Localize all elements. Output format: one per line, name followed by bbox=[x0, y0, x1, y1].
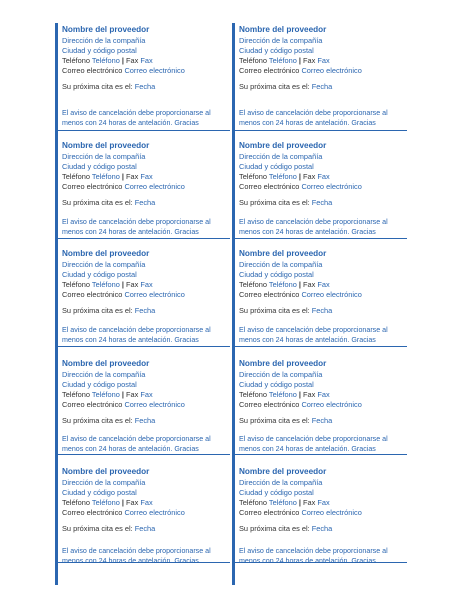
separator: | bbox=[121, 389, 124, 399]
appointment-label: Su próxima cita es el: bbox=[239, 198, 310, 208]
fax-label: Fax bbox=[303, 55, 316, 65]
email-value: Correo electrónico bbox=[301, 290, 362, 300]
phone-label: Teléfono bbox=[62, 497, 90, 507]
fax-label: Fax bbox=[126, 171, 139, 181]
appointment-label: Su próxima cita es el: bbox=[62, 306, 133, 316]
phone-value: Teléfono bbox=[91, 497, 120, 507]
cancellation-notice: El aviso de cancelación debe proporcionarse al menos con 24 horas de antelación. Gracias bbox=[62, 218, 211, 236]
cancellation-notice: El aviso de cancelación debe proporcionarse al menos con 24 horas de antelación. Gracias bbox=[239, 109, 388, 127]
separator: | bbox=[298, 55, 301, 65]
phone-value: Teléfono bbox=[268, 497, 297, 507]
company-address: Dirección de la compañía bbox=[62, 477, 146, 487]
email-line bbox=[239, 290, 405, 300]
phone-value: Teléfono bbox=[268, 389, 297, 399]
phone-fax-line bbox=[62, 280, 228, 290]
city-zip: Ciudad y código postal bbox=[239, 269, 314, 279]
fax-label: Fax bbox=[303, 497, 316, 507]
phone-label: Teléfono bbox=[239, 497, 267, 507]
city-zip: Ciudad y código postal bbox=[239, 487, 314, 497]
vendor-name: Nombre del proveedor bbox=[62, 359, 150, 368]
fax-label: Fax bbox=[126, 279, 139, 289]
email-line bbox=[62, 66, 228, 76]
fax-value: Fax bbox=[140, 55, 153, 65]
separator: | bbox=[121, 171, 124, 181]
phone-fax-line bbox=[62, 498, 228, 508]
appointment-line bbox=[239, 198, 405, 208]
email-label: Correo electrónico bbox=[62, 508, 123, 518]
phone-label: Teléfono bbox=[62, 279, 90, 289]
vendor-name: Nombre del proveedor bbox=[62, 141, 150, 150]
separator: | bbox=[121, 497, 124, 507]
separator: | bbox=[298, 171, 301, 181]
fax-value: Fax bbox=[317, 55, 330, 65]
email-line bbox=[62, 290, 228, 300]
cancellation-notice: El aviso de cancelación debe proporcionarse al menos con 24 horas de antelación. Gracias bbox=[62, 435, 211, 453]
email-label: Correo electrónico bbox=[62, 66, 123, 76]
appointment-line bbox=[239, 306, 405, 316]
email-label: Correo electrónico bbox=[239, 400, 300, 410]
cancellation-notice: El aviso de cancelación debe proporcionarse al menos con 24 horas de antelación. Gracias bbox=[239, 326, 388, 344]
card-accent-bar bbox=[55, 239, 58, 347]
appointment-line bbox=[239, 82, 405, 92]
fax-label: Fax bbox=[303, 389, 316, 399]
card-content bbox=[62, 359, 228, 426]
appointment-line bbox=[62, 524, 228, 534]
city-zip: Ciudad y código postal bbox=[62, 161, 137, 171]
phone-label: Teléfono bbox=[239, 389, 267, 399]
phone-fax-line bbox=[239, 172, 405, 182]
city-zip: Ciudad y código postal bbox=[239, 45, 314, 55]
cancellation-notice: El aviso de cancelación debe proporcionarse al menos con 24 horas de antelación. Gracias bbox=[62, 109, 211, 127]
phone-value: Teléfono bbox=[268, 171, 297, 181]
vendor-name: Nombre del proveedor bbox=[62, 25, 150, 34]
email-label: Correo electrónico bbox=[62, 182, 123, 192]
company-address: Dirección de la compañía bbox=[62, 151, 146, 161]
phone-value: Teléfono bbox=[91, 389, 120, 399]
card-content bbox=[62, 249, 228, 316]
email-line bbox=[239, 400, 405, 410]
card-accent-bar bbox=[55, 545, 58, 585]
separator: | bbox=[121, 279, 124, 289]
appointment-label: Su próxima cita es el: bbox=[239, 82, 310, 92]
appointment-label: Su próxima cita es el: bbox=[239, 524, 310, 534]
company-address: Dirección de la compañía bbox=[62, 259, 146, 269]
appointment-label: Su próxima cita es el: bbox=[239, 306, 310, 316]
phone-fax-line bbox=[62, 172, 228, 182]
phone-value: Teléfono bbox=[268, 55, 297, 65]
email-line bbox=[62, 400, 228, 410]
fax-label: Fax bbox=[126, 55, 139, 65]
fax-value: Fax bbox=[317, 171, 330, 181]
company-address: Dirección de la compañía bbox=[239, 259, 323, 269]
card-content bbox=[239, 249, 405, 316]
company-address: Dirección de la compañía bbox=[239, 369, 323, 379]
email-value: Correo electrónico bbox=[124, 182, 185, 192]
fax-value: Fax bbox=[140, 279, 153, 289]
email-value: Correo electrónico bbox=[124, 66, 185, 76]
appointment-date: Fecha bbox=[311, 416, 333, 426]
phone-label: Teléfono bbox=[62, 55, 90, 65]
city-zip: Ciudad y código postal bbox=[62, 269, 137, 279]
fax-label: Fax bbox=[126, 497, 139, 507]
appointment-line bbox=[62, 306, 228, 316]
appointment-date: Fecha bbox=[134, 198, 156, 208]
card-content bbox=[62, 141, 228, 208]
city-zip: Ciudad y código postal bbox=[239, 161, 314, 171]
fax-value: Fax bbox=[317, 389, 330, 399]
card-content bbox=[62, 467, 228, 534]
appointment-line bbox=[239, 524, 405, 534]
fax-value: Fax bbox=[140, 497, 153, 507]
phone-fax-line bbox=[62, 56, 228, 66]
email-label: Correo electrónico bbox=[239, 66, 300, 76]
card-accent-bar bbox=[232, 347, 235, 455]
email-value: Correo electrónico bbox=[124, 290, 185, 300]
separator: | bbox=[298, 279, 301, 289]
appointment-line bbox=[62, 198, 228, 208]
appointment-date: Fecha bbox=[134, 82, 156, 92]
phone-label: Teléfono bbox=[239, 279, 267, 289]
city-zip: Ciudad y código postal bbox=[239, 379, 314, 389]
fax-label: Fax bbox=[126, 389, 139, 399]
fax-value: Fax bbox=[317, 497, 330, 507]
appointment-label: Su próxima cita es el: bbox=[62, 524, 133, 534]
card-accent-bar bbox=[232, 131, 235, 239]
card-accent-bar bbox=[232, 23, 235, 131]
vendor-name: Nombre del proveedor bbox=[239, 249, 327, 258]
phone-fax-line bbox=[239, 56, 405, 66]
cancellation-notice: El aviso de cancelación debe proporcionarse al menos con 24 horas de antelación. Gracias bbox=[62, 547, 211, 565]
card-content bbox=[239, 467, 405, 534]
appointment-label: Su próxima cita es el: bbox=[62, 198, 133, 208]
phone-label: Teléfono bbox=[239, 55, 267, 65]
cancellation-notice: El aviso de cancelación debe proporcionarse al menos con 24 horas de antelación. Gracias bbox=[62, 326, 211, 344]
separator: | bbox=[298, 497, 301, 507]
email-value: Correo electrónico bbox=[301, 66, 362, 76]
phone-value: Teléfono bbox=[91, 55, 120, 65]
email-value: Correo electrónico bbox=[301, 400, 362, 410]
card-accent-bar bbox=[55, 131, 58, 239]
card-accent-bar bbox=[55, 23, 58, 131]
appointment-date: Fecha bbox=[311, 524, 333, 534]
phone-fax-line bbox=[62, 390, 228, 400]
appointment-line bbox=[62, 416, 228, 426]
city-zip: Ciudad y código postal bbox=[62, 45, 137, 55]
appointment-date: Fecha bbox=[134, 524, 156, 534]
phone-value: Teléfono bbox=[268, 279, 297, 289]
vendor-name: Nombre del proveedor bbox=[239, 467, 327, 476]
card-accent-bar bbox=[232, 545, 235, 585]
appointment-date: Fecha bbox=[134, 306, 156, 316]
email-value: Correo electrónico bbox=[301, 182, 362, 192]
card-content bbox=[239, 141, 405, 208]
email-label: Correo electrónico bbox=[239, 508, 300, 518]
phone-fax-line bbox=[239, 280, 405, 290]
appointment-date: Fecha bbox=[311, 306, 333, 316]
separator: | bbox=[121, 55, 124, 65]
email-label: Correo electrónico bbox=[62, 290, 123, 300]
appointment-label: Su próxima cita es el: bbox=[62, 416, 133, 426]
email-line bbox=[62, 508, 228, 518]
vendor-name: Nombre del proveedor bbox=[239, 141, 327, 150]
email-label: Correo electrónico bbox=[62, 400, 123, 410]
cancellation-notice: El aviso de cancelación debe proporcionarse al menos con 24 horas de antelación. Gracias bbox=[239, 547, 388, 565]
cancellation-notice: El aviso de cancelación debe proporcionarse al menos con 24 horas de antelación. Gracias bbox=[239, 435, 388, 453]
phone-fax-line bbox=[239, 498, 405, 508]
appointment-line bbox=[62, 82, 228, 92]
phone-label: Teléfono bbox=[239, 171, 267, 181]
vendor-name: Nombre del proveedor bbox=[62, 249, 150, 258]
separator: | bbox=[298, 389, 301, 399]
card-content bbox=[62, 25, 228, 92]
email-line bbox=[62, 182, 228, 192]
vendor-name: Nombre del proveedor bbox=[239, 25, 327, 34]
email-value: Correo electrónico bbox=[124, 508, 185, 518]
company-address: Dirección de la compañía bbox=[62, 369, 146, 379]
email-label: Correo electrónico bbox=[239, 182, 300, 192]
email-label: Correo electrónico bbox=[239, 290, 300, 300]
email-line bbox=[239, 66, 405, 76]
phone-label: Teléfono bbox=[62, 389, 90, 399]
phone-value: Teléfono bbox=[91, 171, 120, 181]
phone-label: Teléfono bbox=[62, 171, 90, 181]
company-address: Dirección de la compañía bbox=[239, 151, 323, 161]
fax-label: Fax bbox=[303, 171, 316, 181]
company-address: Dirección de la compañía bbox=[239, 477, 323, 487]
appointment-label: Su próxima cita es el: bbox=[239, 416, 310, 426]
fax-value: Fax bbox=[317, 279, 330, 289]
card-content bbox=[239, 359, 405, 426]
vendor-name: Nombre del proveedor bbox=[62, 467, 150, 476]
email-value: Correo electrónico bbox=[301, 508, 362, 518]
fax-value: Fax bbox=[140, 389, 153, 399]
appointment-card-footer bbox=[55, 545, 230, 585]
email-line bbox=[239, 182, 405, 192]
email-value: Correo electrónico bbox=[124, 400, 185, 410]
appointment-date: Fecha bbox=[311, 82, 333, 92]
email-line bbox=[239, 508, 405, 518]
phone-fax-line bbox=[239, 390, 405, 400]
phone-value: Teléfono bbox=[91, 279, 120, 289]
appointment-date: Fecha bbox=[311, 198, 333, 208]
fax-value: Fax bbox=[140, 171, 153, 181]
fax-label: Fax bbox=[303, 279, 316, 289]
company-address: Dirección de la compañía bbox=[239, 35, 323, 45]
cancellation-notice: El aviso de cancelación debe proporcionarse al menos con 24 horas de antelación. Gracias bbox=[239, 218, 388, 236]
city-zip: Ciudad y código postal bbox=[62, 487, 137, 497]
card-accent-bar bbox=[232, 239, 235, 347]
card-accent-bar bbox=[55, 347, 58, 455]
city-zip: Ciudad y código postal bbox=[62, 379, 137, 389]
company-address: Dirección de la compañía bbox=[62, 35, 146, 45]
appointment-label: Su próxima cita es el: bbox=[62, 82, 133, 92]
card-content bbox=[239, 25, 405, 92]
vendor-name: Nombre del proveedor bbox=[239, 359, 327, 368]
appointment-card-footer bbox=[232, 545, 407, 585]
appointment-line bbox=[239, 416, 405, 426]
appointment-date: Fecha bbox=[134, 416, 156, 426]
